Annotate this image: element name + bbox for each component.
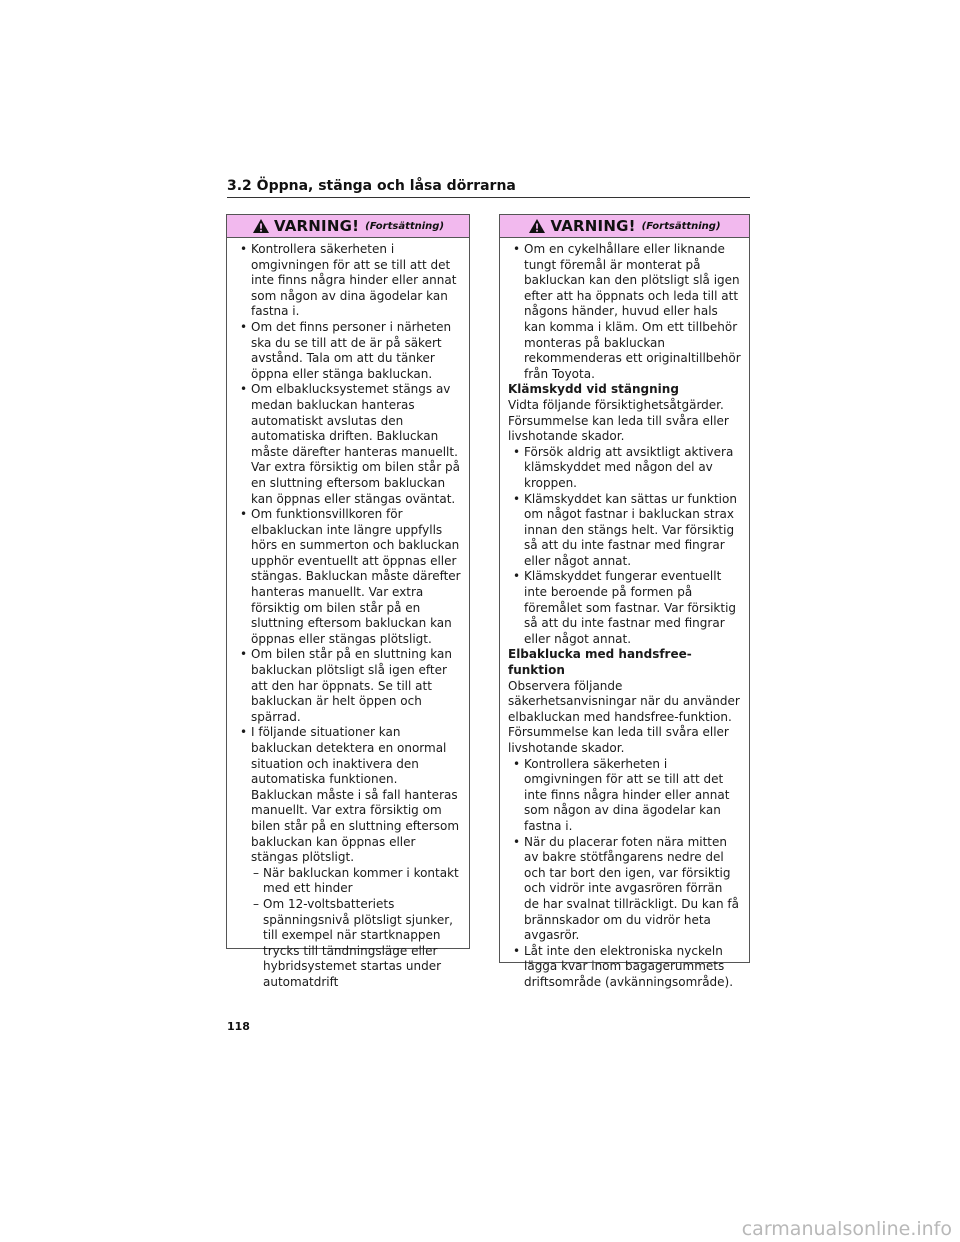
page-number: 118 <box>227 1020 250 1033</box>
paragraph: Vidta följande försiktighetsåtgärder. Försummelse kan leda till svåra eller livshotande skador. <box>508 397 729 444</box>
item-text: Klämskyddet kan sättas ur funktion om något fastnar i bakluckan strax innan den stängs helt. Var försiktig så att du inte fastnar med fingrar eller något annat. <box>524 491 737 568</box>
watermark: carmanualsonline.info <box>741 1218 952 1240</box>
item-text: När du placerar foten nära mitten av bakre stötfångarens nedre del och tar bort den igen, var försiktig och vidrör inte avgasrören förrän de har svalnat tillräckligt. Du kan få brännskador om du vidrör heta avgasrör. <box>524 834 739 943</box>
warning-body <box>227 238 469 999</box>
item-text: Om funktionsvillkoren för elbakluckan inte längre uppfylls hörs en summerton och bakluckan upphör eventuellt att öppnas eller stängas. Bakluckan måste därefter hanteras manuellt. Var extra försiktig om bilen står på en sluttning eftersom bakluckan kan öppnas eller stängas plötsligt. <box>251 507 461 646</box>
bullet-marker: • <box>513 444 521 459</box>
warning-box-left <box>226 214 470 989</box>
bullet-item <box>508 242 741 382</box>
bullet-marker: • <box>240 647 248 662</box>
bullet-item <box>508 569 741 647</box>
warning-continued-label: (Fortsättning) <box>365 220 445 232</box>
bullet-marker: • <box>240 507 248 522</box>
bullet-marker: • <box>240 319 248 334</box>
dash-marker: – <box>253 896 259 911</box>
item-text: När bakluckan kommer i kontakt med ett hinder <box>263 865 459 896</box>
section-header: 3.2 Öppna, stänga och låsa dörrarna <box>227 178 750 198</box>
item-text: Om bilen står på en sluttning kan bakluckan plötsligt slå igen efter att den har öppnats. Se till att bakluckan är helt öppen och spärrad. <box>251 647 452 724</box>
bullet-marker: • <box>240 725 248 740</box>
item-text: Om elbaklucksystemet stängs av medan bakluckan hanteras automatiskt avslutas den automatiska driften. Bakluckan måste därefter hanteras manuellt. Var extra försiktig om bilen står på en sluttning eftersom bakluckan kan öppnas eller stängas oväntat. <box>251 382 460 506</box>
bullet-item <box>508 492 741 570</box>
bullet-marker: • <box>513 756 521 771</box>
item-text: Om 12-voltsbatteriets spänningsnivå plötsligt sjunker, till exempel när startknappen trycks till tändningsläge eller hybridsystemet startas under automatdrift <box>263 896 453 989</box>
warning-continued-label: (Fortsättning) <box>641 220 721 232</box>
dash-marker: – <box>253 865 259 880</box>
bullet-marker: • <box>513 943 521 958</box>
bullet-marker: • <box>513 834 521 849</box>
bullet-item <box>508 445 741 492</box>
bullet-item <box>235 507 461 647</box>
bullet-marker: • <box>513 491 521 506</box>
warning-triangle-icon <box>528 218 546 234</box>
bullet-item <box>235 320 461 382</box>
dash-item <box>235 866 461 897</box>
bullet-item <box>235 242 461 320</box>
bullet-item <box>508 757 741 835</box>
warning-header <box>227 215 469 238</box>
warning-header <box>500 215 749 238</box>
warning-box-right <box>499 214 750 989</box>
item-text: Om det finns personer i närheten ska du se till att de är på säkert avstånd. Tala om att du tänker öppna eller stänga bakluckan. <box>251 319 452 381</box>
subheading: Klämskydd vid stängning <box>508 382 679 397</box>
bullet-marker: • <box>513 569 521 584</box>
warning-title: VARNING! <box>550 217 636 235</box>
item-text: Låt inte den elektroniska nyckeln lägga kvar inom bagagerummets driftsområde (avkänningsområde). <box>524 943 734 989</box>
bullet-marker: • <box>240 242 248 256</box>
item-text: Klämskyddet fungerar eventuellt inte beroende på formen på föremålet som fastnar. Var försiktig så att du inte fastnar med fingrar eller något annat. <box>524 569 737 646</box>
warning-triangle-icon <box>252 218 270 234</box>
dash-item <box>235 897 461 991</box>
item-text: Kontrollera säkerheten i omgivningen för att se till att det inte finns några hinder eller annat som någon av dina ägodelar kan fastna i. <box>524 756 730 833</box>
item-text: I följande situationer kan bakluckan detektera en onormal situation och inaktivera den automatiska funktionen. Bakluckan måste i så fall hanteras manuellt. Var extra försiktig om bilen står på en sluttning eftersom bakluckan kan öppnas eller stängas plötsligt. <box>251 725 460 865</box>
bullet-item <box>235 647 461 725</box>
bullet-item <box>508 944 741 991</box>
bullet-item <box>235 382 461 507</box>
warning-body <box>500 238 749 999</box>
subheading: Elbaklucka med handsfree-funktion <box>508 647 692 678</box>
item-text: Kontrollera säkerheten i omgivningen för att se till att det inte finns några hinder eller annat som någon av dina ägodelar kan fastna i. <box>251 242 457 319</box>
bullet-marker: • <box>513 242 521 256</box>
bullet-item <box>235 725 461 865</box>
item-text: Försök aldrig att avsiktligt aktivera klämskyddet med någon del av kroppen. <box>524 444 734 490</box>
bullet-item <box>508 835 741 944</box>
paragraph: Observera följande säkerhetsanvisningar när du använder elbakluckan med handsfree-funktion. Försummelse kan leda till svåra eller livshotande skador. <box>508 678 740 755</box>
warning-title: VARNING! <box>273 217 360 235</box>
item-text: Om en cykelhållare eller liknande tungt föremål är monterat på bakluckan kan den plötsligt slå igen efter att ha öppnats och leda till att någons händer, huvud eller hals kan komma i kläm. Om ett tillbehör monteras på bakluckan rekommenderas ett originaltillbehör från Toyota. <box>524 242 741 381</box>
bullet-marker: • <box>240 382 248 397</box>
